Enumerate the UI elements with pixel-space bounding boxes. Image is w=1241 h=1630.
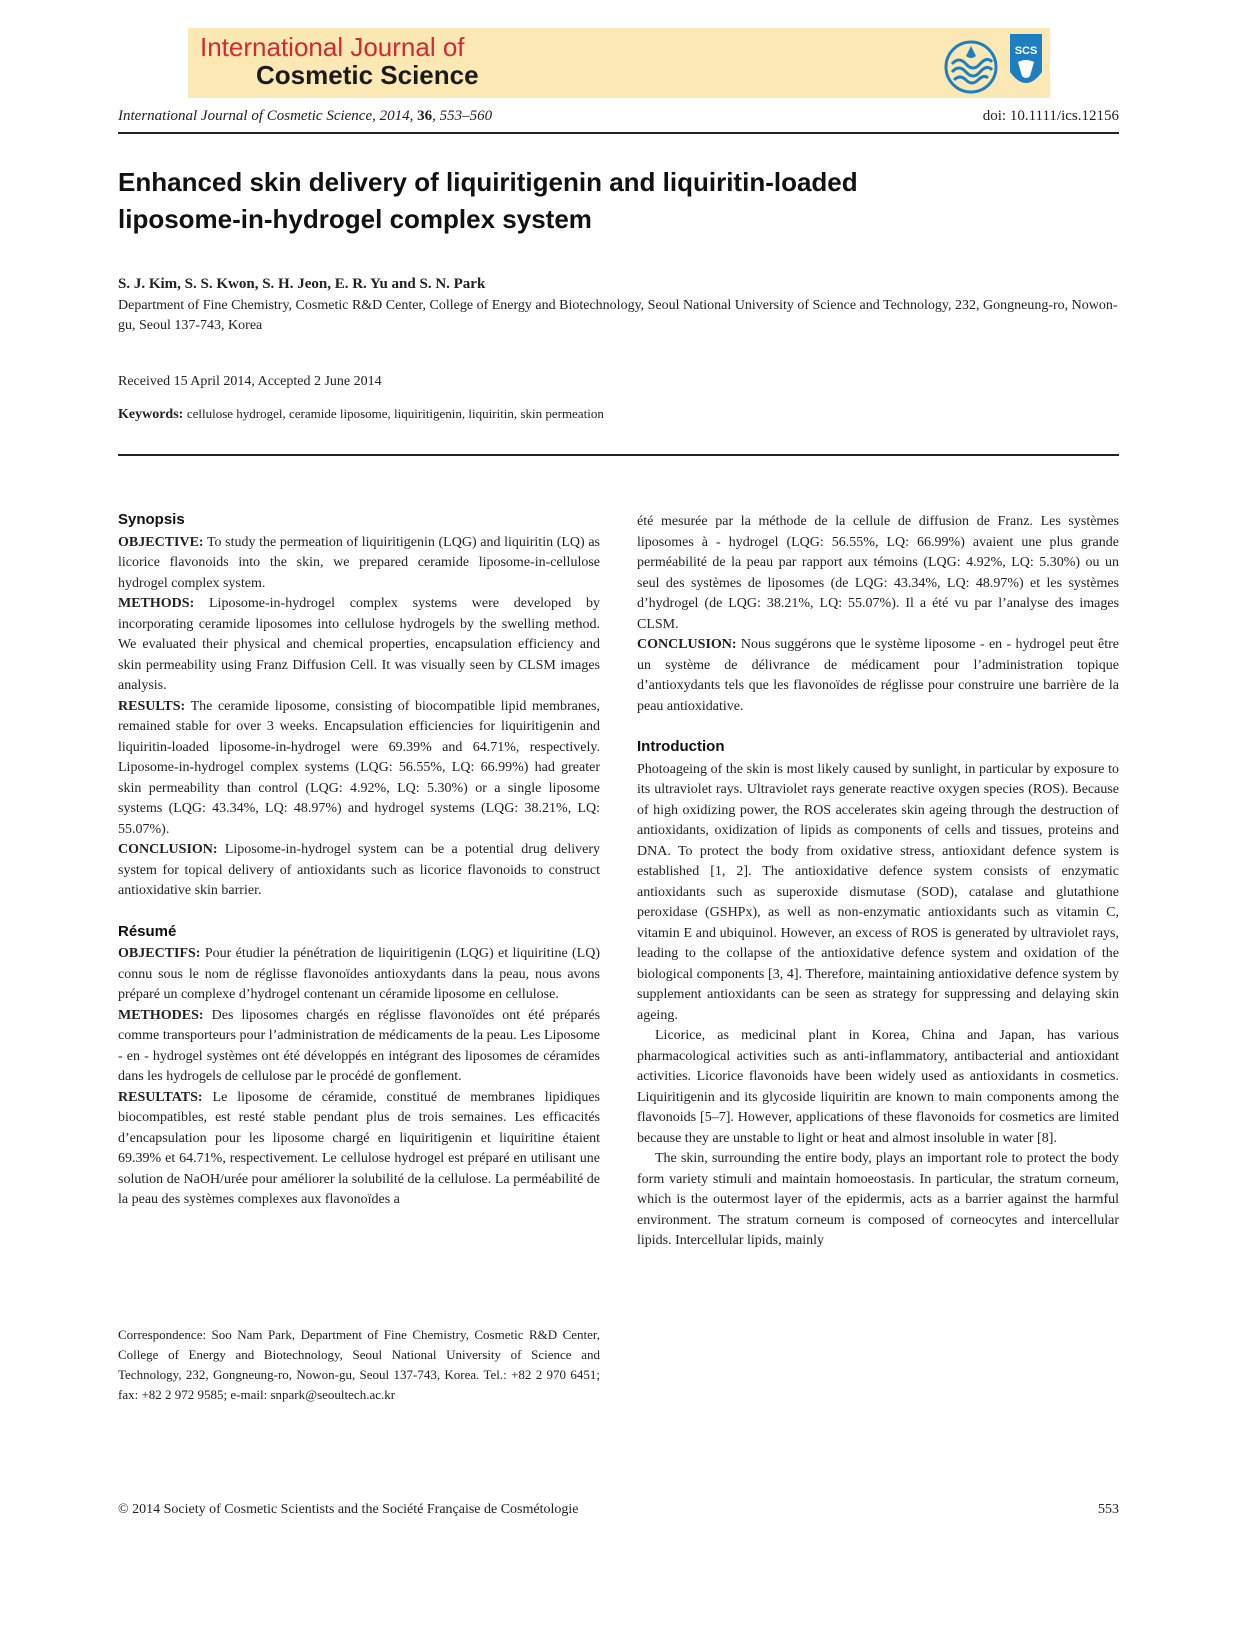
journal-name-line1: International Journal of [200,32,465,62]
received-dates: Received 15 April 2014, Accepted 2 June 2014 [118,374,382,389]
society-wave-logo-icon [944,40,998,94]
citation-pages: , 553–560 [432,108,493,124]
keywords [118,406,604,423]
journal-name-line2: Cosmetic Science [256,60,479,90]
resume-objectifs [118,944,600,1006]
synopsis-methods-label: METHODS: [118,596,195,611]
introduction-paragraph-3: The skin, surrounding the entire body, plays an important role to protect the body form variety stimuli and maintain homoeostasis. In particular, the stratum corneum, which is the outermost layer of the epidermis, acts as a barrier against the harmful environment. The stratum corneum is composed of corneocytes and intercellular lipids. Intercellular lipids, mainly [637,1151,1119,1248]
synopsis-results-label: RESULTS: [118,698,186,714]
introduction-heading: Introduction [637,738,725,755]
resume-resultats-label: RESULTATS: [118,1089,203,1105]
introduction-paragraph-1: Photoageing of the skin is most likely caused by sunlight, in particular by exposure to its ultraviolet rays. Ultraviolet rays generate reactive oxygen species (ROS). Because of high oxidizing power, the ROS accelerates skin ageing through the destruction of antioxidants, oxidization of lipids as components of cells and tissues, proteins and DNA. To protect the body from oxidative stress, antioxidant defence system is established [1, 2]. The antioxidative defence system consists of enzymatic antioxidants such as superoxide dismutase (SOD), catalase and glutathione peroxidase (GSHPx), as well as non-enzymatic antioxidants such as vitamin C, vitamin E and ubiquinol. However, an excess of ROS is generated by ultraviolet rays, leading to the collapse of the antioxidative defence system and oxidation of the biological components [3, 4]. Therefore, maintaining antioxidative defence system by supplement antioxidants can be seen as strategy for suppressing and delaying skin ageing. [637,761,1119,1023]
affiliation: Department of Fine Chemistry, Cosmetic R&D Center, College of Energy and Biotechnology, Seoul National University of Science and Technology, 232, Gongneung-ro, Nowon-gu, Seoul 137-743, Korea [118,298,1118,333]
synopsis-conclusion [118,840,600,902]
keywords-label: Keywords: [118,407,184,422]
resume-resultats [118,1088,600,1211]
title-line-2: liposome-in-hydrogel complex system [118,204,592,234]
correspondence-note: Correspondence: Soo Nam Park, Department of Fine Chemistry, Cosmetic R&D Center, College of Energy and Biotechnology, Seoul National University of Science and Technology, 232, Gongneung-ro, Nowon-gu, Seoul 137-743, Korea. Tel.: +82 2 970 6451; fax: +82 2 972 9585; e-mail: snpark@seoultech.ac.kr [118,1327,600,1402]
resume-conclusion-label: CONCLUSION: [637,637,737,652]
synopsis-objective [118,533,600,595]
synopsis-methods [118,594,600,697]
synopsis-conclusion-text: Liposome-in-hydrogel system can be a potential drug delivery system for topical delivery of antioxidants such as licorice flavonoids to construct antioxidative skin barrier. [118,842,600,898]
scs-shield-logo-icon [1008,32,1044,94]
synopsis-methods-text: Liposome-in-hydrogel complex systems were developed by incorporating ceramide liposomes into cellulose hydrogels by the swelling method. We evaluated their physical and chemical properties, encapsulation efficiency and skin permeability using Franz Diffusion Cell. It was visually seen by CLSM images analysis. [118,596,601,693]
title-line-1: Enhanced skin delivery of liquiritigenin and liquiritin-loaded [118,167,858,197]
citation-volume: 36 [417,108,433,124]
synopsis-heading: Synopsis [118,511,185,528]
section-rule [118,454,1119,456]
synopsis-conclusion-label: CONCLUSION: [118,842,218,857]
synopsis-results [118,697,600,841]
citation-line [118,108,492,125]
citation-journal: International Journal of Cosmetic Science [118,108,373,124]
resume-objectifs-label: OBJECTIFS: [118,946,201,961]
doi: doi: 10.1111/ics.12156 [982,108,1119,124]
article-title [118,164,1119,238]
right-column [637,512,1119,1252]
copyright-footer: © 2014 Society of Cosmetic Scientists and the Société Française de Cosmétologie [118,1502,579,1517]
resume-methodes-label: METHODES: [118,1007,204,1023]
citation-year: , 2014, [372,108,418,124]
left-column [118,510,600,1211]
page-number: 553 [1098,1502,1119,1517]
resume-methodes-text: Des liposomes chargés en réglisse flavonoïdes ont été préparés comme transporteurs pour l’administration de médicaments de la peau. Les Liposome - en - hydrogel systèmes ont été développés en intégrant des liposomes de céramides dans les hydrogels de cellulose par le procédé de gonflement. [118,1007,601,1084]
resume-conclusion-text: Nous suggérons que le système liposome - en - hydrogel peut être un système de délivrance de médicament pour l’administration topique d’antioxydants tels que les flavonoïdes de réglisse pour construire une barrière de la peau antioxidative. [637,637,1119,714]
journal-banner [188,28,1050,98]
resume-resultats-continued: été mesurée par la méthode de la cellule de diffusion de Franz. Les systèmes liposomes à - hydrogel (LQG: 56.55%, LQ: 66.99%) avaient une plus grande perméabilité de la peau par rapport aux témoins (LQG: 4.92%, LQ: 5.30%) ou un seul des systèmes de liposomes (de LQG: 43.34%, LQ: 48.97%) et les systèmes d’hydrogel (de LQG: 38.21%, LQ: 55.07%). Il a été vu par l’analyse des images CLSM. [637,514,1119,632]
resume-conclusion [637,635,1119,717]
synopsis-results-text: The ceramide liposome, consisting of biocompatible lipid membranes, remained stable for over 3 weeks. Encapsulation efficiencies for liquiritigenin and liquiritin-loaded liposome-in-hydrogel were 69.39% and 64.71%, respectively. Liposome-in-hydrogel complex systems (LQG: 56.55%, LQ: 66.99%) had greater skin permeability than control (LQG: 4.92%, LQ: 5.30%) or a single liposome systems (LQG: 43.34%, LQ: 48.97%) and hydrogel systems (LQG: 38.21%, LQ: 55.07%). [118,698,601,837]
authors: S. J. Kim, S. S. Kwon, S. H. Jeon, E. R. Yu and S. N. Park [118,276,486,292]
scs-logo-text: SCS [1014,45,1038,57]
synopsis-objective-text: To study the permeation of liquiritigenin (LQG) and liquiritin (LQ) as licorice flavonoids into the skin, we prepared ceramide liposome-in-cellulose hydrogel complex system. [118,534,601,591]
resume-resultats-text: Le liposome de céramide, constitué de membranes lipidiques biocompatibles, est resté stable pendant plus de trois semaines. Les efficacités d’encapsulation pour les liposome chargé en liquiritigenin et liquiritine étaient 69.39% et 64.71%, respectivement. Le cellulose hydrogel est préparé en utilisant une solution de NaOH/urée pour améliorer la solubilité de la cellulose. La perméabilité de la peau des systèmes complexes aux flavonoïdes a [118,1089,601,1207]
keywords-list: cellulose hydrogel, ceramide liposome, liquiritigenin, liquiritin, skin permeation [186,406,604,421]
synopsis-objective-label: OBJECTIVE: [118,534,204,550]
introduction-paragraph-2: Licorice, as medicinal plant in Korea, China and Japan, has various pharmacological activities such as anti-inflammatory, antibacterial and antioxidant activities. Licorice flavonoids have been widely used as antioxidants in cosmetics. Liquiritigenin and its glycoside liquiritin are known to main components among the flavonoids [5–7]. However, applications of these flavonoids for cosmetics are limited because they are unstable to light or heat and almost insoluble in water [8]. [637,1028,1119,1146]
header-rule [118,132,1119,134]
resume-methodes [118,1006,600,1088]
resume-heading: Résumé [118,922,177,940]
resume-objectifs-text: Pour étudier la pénétration de liquiritigenin (LQG) et liquiritine (LQ) connu sous le nom de réglisse flavonoïdes antioxydants dans la peau, nous avons préparé un complexe d’hydrogel contenant un céramide liposome en cellulose. [118,946,600,1002]
